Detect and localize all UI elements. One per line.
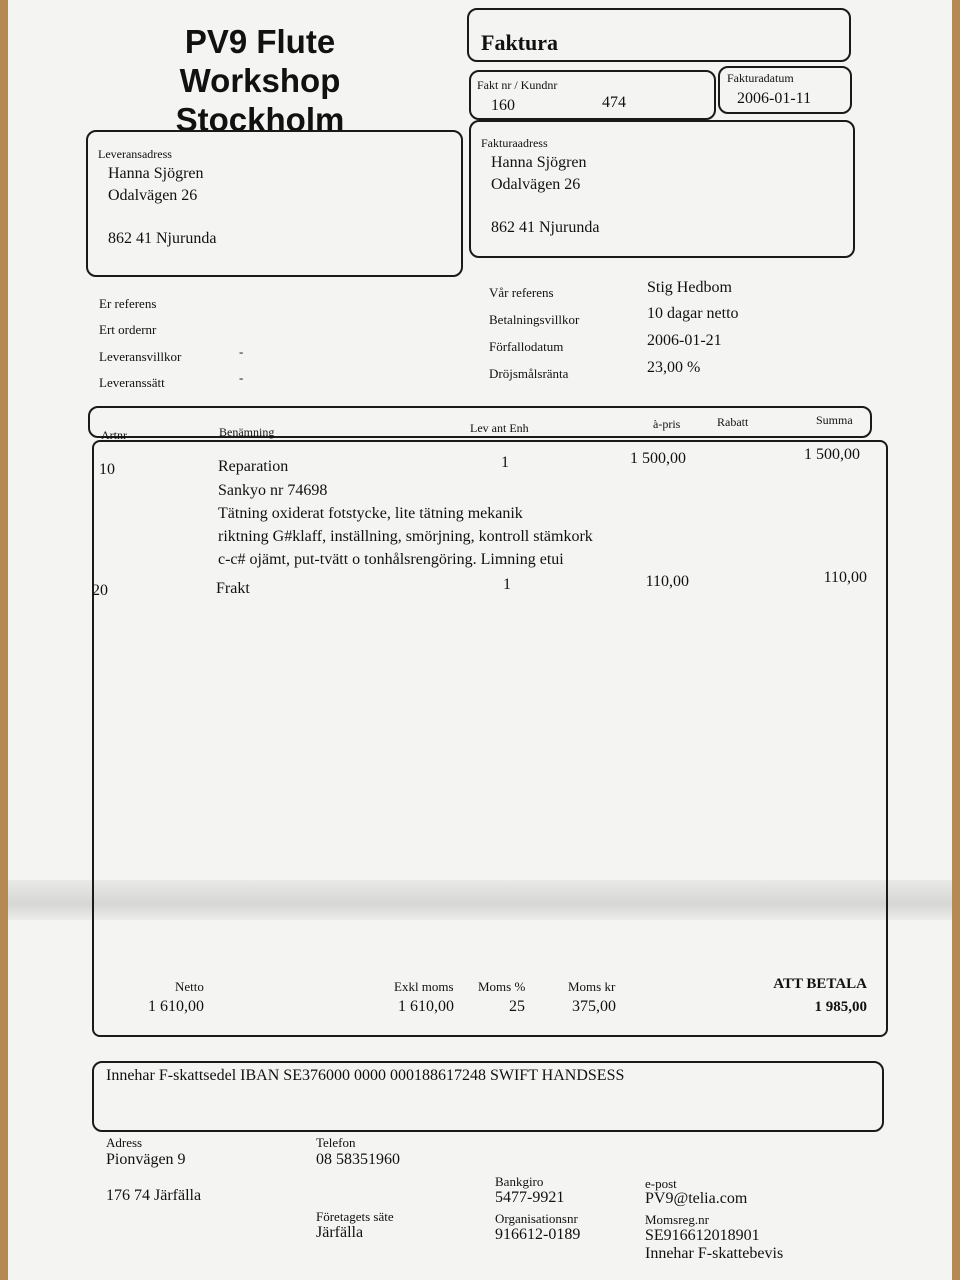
row-2-sum: 110,00	[823, 569, 867, 586]
late-interest: 23,00 %	[647, 359, 701, 376]
exkl-moms-label: Exkl moms	[394, 979, 454, 994]
delivery-street: Odalvägen 26	[108, 187, 198, 204]
delivery-name: Hanna Sjögren	[108, 165, 204, 182]
delivery-city: 862 41 Njurunda	[108, 230, 217, 247]
footer-street: Pionvägen 9	[106, 1151, 186, 1168]
invoice-date-label: Fakturadatum	[727, 71, 794, 85]
footer-orgnr-label: Organisationsnr	[495, 1211, 578, 1226]
header-artnr: Artnr	[101, 428, 127, 442]
footer-fskatt: Innehar F-skattebevis	[645, 1245, 784, 1262]
row-1-sum: 1 500,00	[804, 446, 860, 463]
vat-amount-value: 375,00	[572, 998, 616, 1015]
row-1-line-1: Reparation	[218, 458, 289, 475]
amount-due-label: ATT BETALA	[773, 976, 867, 992]
footer-bankgiro: 5477-9921	[495, 1189, 565, 1206]
row-2-artnr: 20	[92, 582, 108, 599]
netto-label: Netto	[175, 979, 204, 994]
footer-seat-label: Företagets säte	[316, 1209, 394, 1224]
payment-terms-label: Betalningsvillkor	[489, 312, 580, 327]
payment-terms: 10 dagar netto	[647, 305, 739, 322]
footer-seat: Järfälla	[316, 1224, 364, 1241]
footer-email-label: e-post	[645, 1176, 677, 1191]
our-reference: Stig Hedbom	[647, 279, 732, 296]
delivery-terms-value: -	[239, 344, 244, 359]
due-date-label: Förfallodatum	[489, 339, 564, 354]
company-name-line1: PV9 Flute	[184, 23, 336, 60]
amount-due-value: 1 985,00	[814, 999, 867, 1015]
header-discount: Rabatt	[717, 415, 749, 429]
late-interest-label: Dröjsmålsränta	[489, 366, 569, 381]
billing-city: 862 41 Njurunda	[491, 219, 600, 236]
vat-percent-label: Moms %	[478, 979, 526, 994]
customer-number: 474	[602, 94, 626, 111]
billing-street: Odalvägen 26	[491, 176, 581, 193]
invoice-number: 160	[491, 97, 515, 114]
delivery-method-value: -	[239, 370, 244, 385]
row-1-line-3: Tätning oxiderat fotstycke, lite tätning mekanik	[218, 505, 523, 522]
footer-address-label: Adress	[106, 1135, 143, 1150]
row-2-price: 110,00	[645, 573, 689, 590]
footer-vatreg: SE916612018901	[645, 1227, 760, 1244]
vat-amount-label: Moms kr	[568, 979, 616, 994]
delivery-method-label: Leveranssätt	[99, 375, 165, 390]
footer-email: PV9@telia.com	[645, 1190, 748, 1207]
exkl-moms-value: 1 610,00	[398, 998, 454, 1015]
row-1-line-5: c-c# ojämt, put-tvätt o tonhålsrengöring. Limning etui	[218, 551, 564, 568]
footer-vatreg-label: Momsreg.nr	[645, 1212, 709, 1227]
due-date: 2006-01-21	[647, 332, 722, 349]
row-2-quantity: 1	[503, 576, 511, 593]
footer-phone-label: Telefon	[316, 1135, 356, 1150]
netto-value: 1 610,00	[148, 998, 204, 1015]
our-reference-label: Vår referens	[489, 285, 554, 300]
row-1-quantity: 1	[501, 454, 509, 471]
company-name-line2: Workshop	[179, 62, 341, 99]
header-description: Benämning	[219, 425, 275, 439]
billing-address-label: Fakturaadress	[481, 136, 548, 150]
footer-city: 176 74 Järfälla	[106, 1187, 202, 1204]
row-1-line-2: Sankyo nr 74698	[218, 482, 328, 499]
company-name-line3: Stockholm	[175, 101, 345, 138]
invoice-date: 2006-01-11	[737, 90, 812, 107]
delivery-terms-label: Leveransvillkor	[99, 349, 182, 364]
payment-note: Innehar F-skattsedel IBAN SE376000 0000 000188617248 SWIFT HANDSESS	[106, 1067, 625, 1084]
row-1-artnr: 10	[99, 461, 115, 478]
row-2-line-1: Frakt	[216, 580, 250, 597]
invoice-number-label: Fakt nr / Kundnr	[477, 78, 558, 92]
header-sum: Summa	[816, 413, 853, 427]
footer-orgnr: 916612-0189	[495, 1226, 581, 1243]
your-order-label: Ert ordernr	[99, 322, 157, 337]
company-name	[150, 22, 370, 139]
row-1-price: 1 500,00	[630, 450, 686, 467]
vat-percent-value: 25	[509, 998, 525, 1015]
footer-phone: 08 58351960	[316, 1151, 400, 1168]
billing-name: Hanna Sjögren	[491, 154, 587, 171]
header-price: à-pris	[653, 417, 681, 431]
footer-bankgiro-label: Bankgiro	[495, 1174, 544, 1189]
delivery-address-label: Leveransadress	[98, 147, 172, 161]
your-reference-label: Er referens	[99, 296, 157, 311]
document-title: Faktura	[481, 30, 558, 55]
header-quantity: Lev ant Enh	[470, 421, 529, 435]
row-1-line-4: riktning G#klaff, inställning, smörjning, kontroll stämkork	[218, 528, 593, 545]
